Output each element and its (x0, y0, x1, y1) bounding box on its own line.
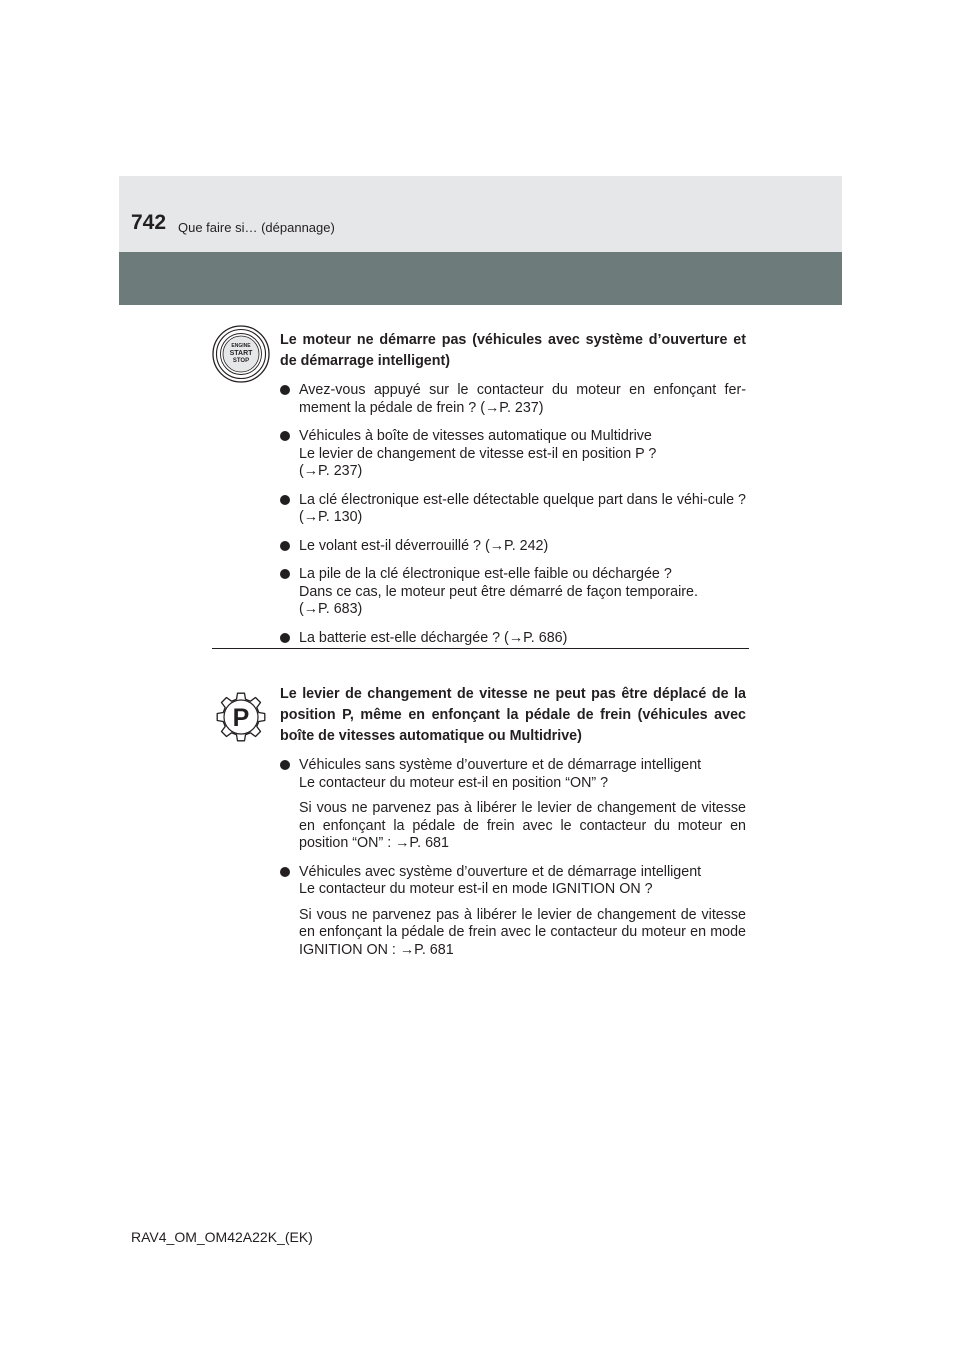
page-number: 742 (131, 211, 167, 234)
list-item (280, 864, 746, 960)
p-letter: P (232, 704, 250, 732)
item-text: La batterie est-elle déchargée ? (→P. 686) (299, 629, 568, 646)
section1-heading: Le moteur ne démarre pas (véhicules avec système d’ouverture et de démarrage intelligent) (280, 332, 746, 369)
item-text: Véhicules sans système d’ouverture et de démarrage intelligent (299, 757, 702, 773)
list-item (280, 630, 746, 648)
item-text: Véhicules avec système d’ouverture et de démarrage intelligent (299, 863, 702, 880)
item-text: Avez-vous appuyé sur le contacteur du moteur en enfonçant fer-mement la pédale de frein ? (→P. 237) (299, 382, 746, 416)
engine-start-stop-button-icon (212, 325, 270, 383)
list-item (280, 382, 746, 417)
section-engine-not-starting (280, 330, 746, 658)
bullet-icon (280, 867, 290, 877)
engine-label: ENGINE (231, 343, 251, 349)
list-item (280, 757, 746, 853)
item-text: Le contacteur du moteur est-il en position “ON” ? (299, 774, 609, 791)
bullet-icon (280, 569, 290, 579)
item-text: (→P. 237) (299, 463, 363, 479)
item-text: Dans ce cas, le moteur peut être démarré de façon temporaire. (299, 583, 698, 600)
item-note: Si vous ne parvenez pas à libérer le levier de changement de vitesse en enfonçant la pédale de frein avec le contacteur du moteur en position “ON” : →P. 681 (299, 800, 746, 851)
header-divider (119, 244, 842, 252)
stop-label: STOP (232, 358, 250, 364)
list-item (280, 428, 746, 481)
shift-lock-p-gear-icon (212, 688, 270, 746)
section2-heading: Le levier de changement de vitesse ne peut pas être déplacé de la position P, même en enfonçant la pédale de frein (véhicules avec boîte de vitesses automatique ou Multidrive) (280, 686, 746, 744)
bullet-icon (280, 541, 290, 551)
chapter-banner (119, 252, 842, 305)
item-text: La pile de la clé électronique est-elle faible ou déchargée ? (299, 566, 672, 582)
item-text: Le volant est-il déverrouillé ? (→P. 242) (299, 537, 549, 554)
list-item (280, 566, 746, 619)
bullet-icon (280, 760, 290, 770)
item-note: Si vous ne parvenez pas à libérer le levier de changement de vitesse en enfonçant la pédale de frein avec le contacteur du moteur en mode IGNITION ON : →P. 681 (299, 906, 746, 958)
list-item (280, 492, 746, 527)
section-divider (212, 648, 749, 649)
bullet-icon (280, 633, 290, 643)
document-code: RAV4_OM_OM42A22K_(EK) (131, 1229, 313, 1245)
item-text: Le contacteur du moteur est-il en mode IGNITION ON ? (299, 881, 653, 897)
list-item (280, 538, 746, 556)
item-text: (→P. 683) (299, 601, 363, 617)
item-text: La clé électronique est-elle détectable quelque part dans le véhi-cule ? (→P. 130) (299, 491, 746, 525)
start-label: START (229, 350, 253, 357)
item-text: Le levier de changement de vitesse est-il en position P ? (299, 445, 657, 462)
section-title: Que faire si… (dépannage) (178, 220, 335, 235)
bullet-icon (280, 385, 290, 395)
bullet-icon (280, 495, 290, 505)
bullet-icon (280, 431, 290, 441)
item-text: Véhicules à boîte de vitesses automatique ou Multidrive (299, 428, 652, 444)
section-shift-lever-stuck (280, 684, 746, 970)
